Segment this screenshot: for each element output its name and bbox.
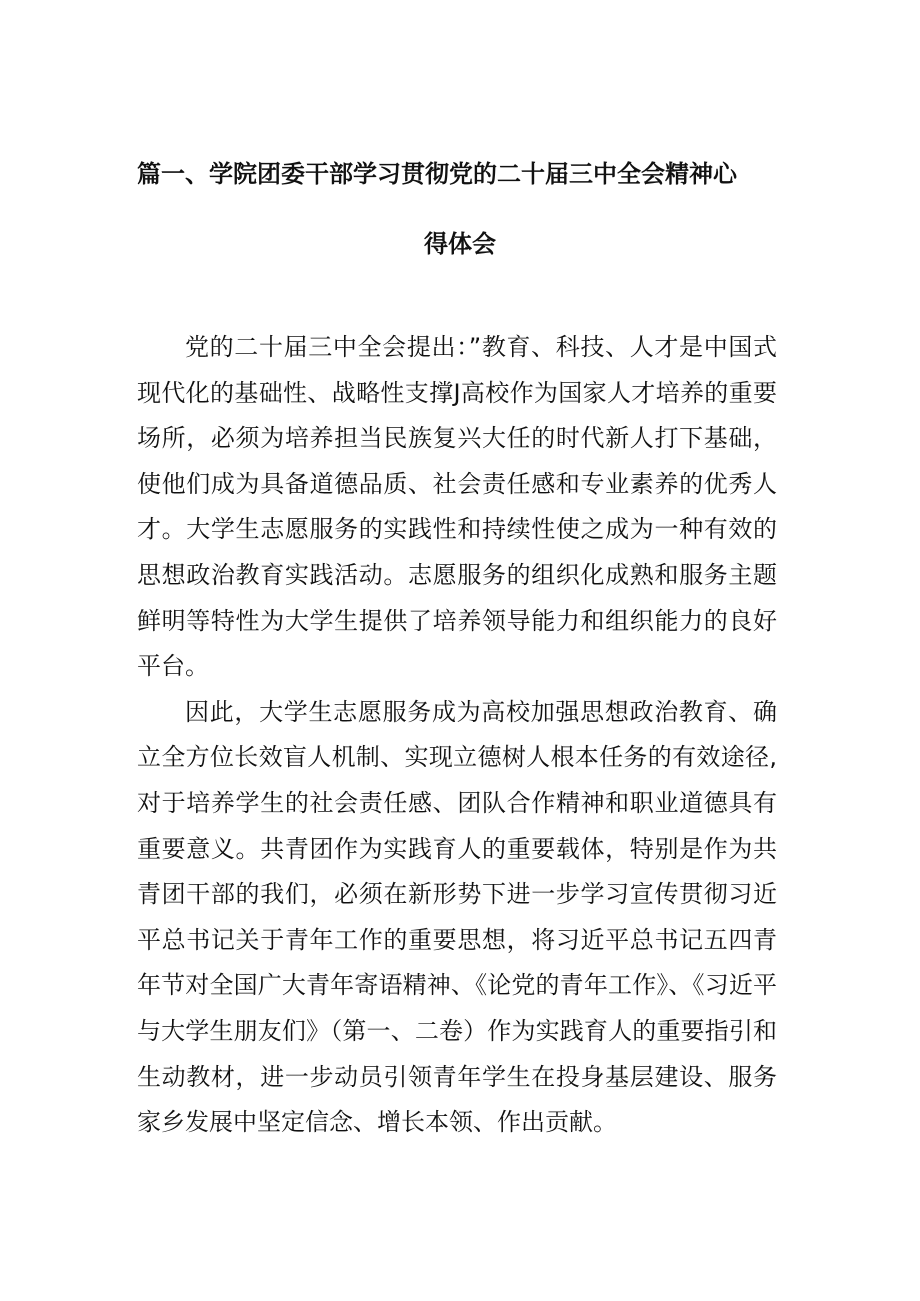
document-title-line-1: 篇一、学院团委干部学习贯彻党的二十届三中全会精神心 bbox=[137, 160, 737, 188]
paragraph-2: 因此，大学生志愿服务成为高校加强思想政治教育、确立全方位长效盲人机制、实现立德树人根本任务的有效途径,对于培养学生的社会责任感、团队合作精神和职业道德具有重要意义。共青团作为实践育人的重要载体，特别是作为共青团干部的我们，必须在新形势下进一步学习宣传贯彻习近平总书记关于青年工作的重要思想，将习近平总书记五四青年节对全国广大青年寄语精神、《论党的青年工作》、《习近平与大学生朋友们》（第一、二卷）作为实践育人的重要指引和生动教材，进一步动员引领青年学生在投身基层建设、服务家乡发展中坚定信念、增长本领、作出贡献。 bbox=[137, 697, 777, 1137]
document-body bbox=[137, 325, 777, 1146]
paragraph-1: 党的二十届三中全会提出：”教育、科技、人才是中国式现代化的基础性、战略性支撑J高校作为国家人才培养的重要场所，必须为培养担当民族复兴大任的时代新人打下基础，使他们成为具备道德品质、社会责任感和专业素养的优秀人才。大学生志愿服务的实践性和持续性使之成为一种有效的思想政治教育实践活动。志愿服务的组织化成熟和服务主题鲜明等特性为大学生提供了培养领导能力和组织能力的良好平台。 bbox=[137, 333, 777, 681]
document-title-line-2: 得体会 bbox=[424, 230, 496, 258]
